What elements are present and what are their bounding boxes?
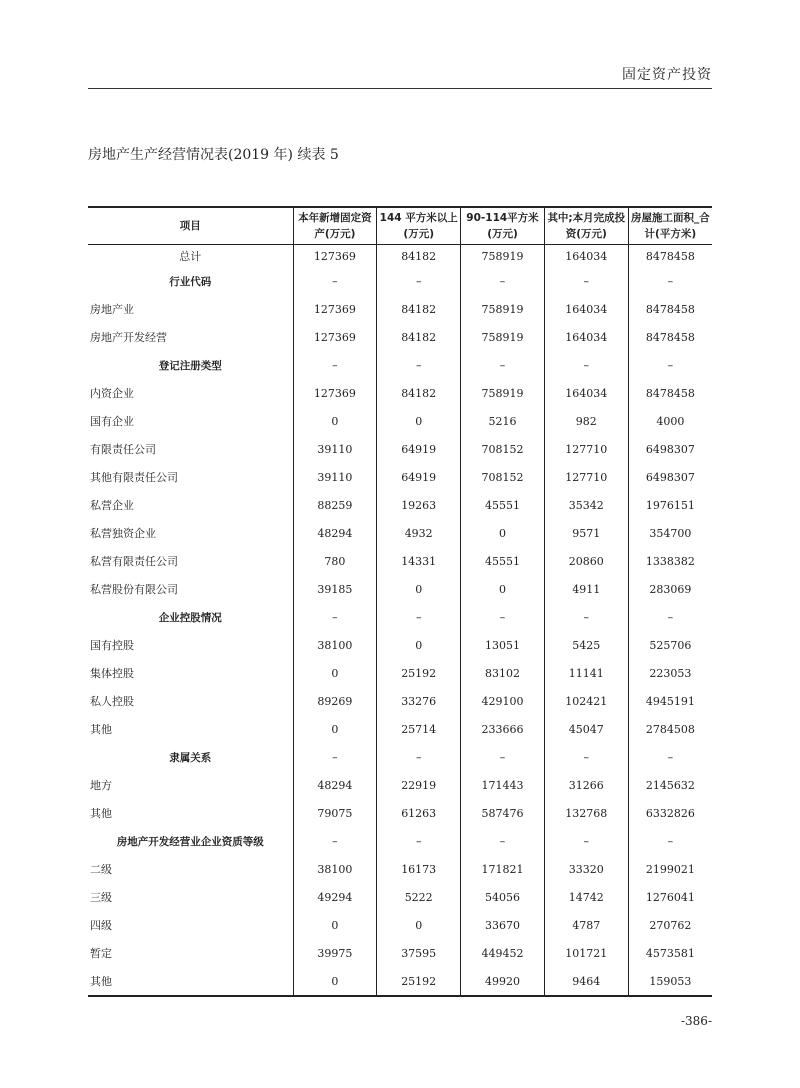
cell-value: 37595 [377, 939, 461, 967]
row-label: 隶属关系 [169, 751, 212, 764]
row-label: 房地产开发经营 [90, 331, 167, 344]
cell-value: 0 [377, 407, 461, 435]
row-label: 国有控股 [90, 639, 134, 652]
cell-value: 127369 [293, 379, 377, 407]
cell-value: 6332826 [628, 799, 712, 827]
cell-value: 5425 [544, 631, 628, 659]
table-row [88, 631, 712, 659]
cell-value: 48294 [293, 771, 377, 799]
table-row [88, 911, 712, 939]
cell-value: 49920 [461, 967, 545, 996]
cell-value: 39975 [293, 939, 377, 967]
cell-value: 1976151 [628, 491, 712, 519]
row-label: 登记注册类型 [158, 359, 222, 372]
cell-value: 84182 [377, 245, 461, 268]
cell-value: 38100 [293, 855, 377, 883]
cell-value: 39110 [293, 463, 377, 491]
row-label: 其他 [90, 807, 112, 820]
cell-value: 0 [293, 659, 377, 687]
row-label: 四级 [90, 919, 112, 932]
cell-value: 45551 [461, 547, 545, 575]
cell-value: – [628, 267, 712, 295]
total-row [88, 245, 712, 268]
header-over-144sqm: 144 平方米以上(万元) [377, 207, 461, 245]
cell-value: 31266 [544, 771, 628, 799]
cell-value: 25192 [377, 659, 461, 687]
header-construction-area: 房屋施工面积_合计(平方米) [628, 207, 712, 245]
cell-value: – [461, 743, 545, 771]
cell-value: 83102 [461, 659, 545, 687]
cell-value: 0 [461, 575, 545, 603]
cell-value: – [293, 351, 377, 379]
cell-value: 780 [293, 547, 377, 575]
cell-value: 8478458 [628, 245, 712, 268]
row-label: 国有企业 [90, 415, 134, 428]
cell-value: 20860 [544, 547, 628, 575]
cell-value: 4932 [377, 519, 461, 547]
cell-value: – [461, 603, 545, 631]
cell-value: – [461, 827, 545, 855]
cell-value: 1338382 [628, 547, 712, 575]
cell-value: 9571 [544, 519, 628, 547]
cell-value: – [628, 827, 712, 855]
cell-value: 79075 [293, 799, 377, 827]
cell-value: 0 [377, 631, 461, 659]
row-label: 集体控股 [90, 667, 134, 680]
cell-value: – [293, 603, 377, 631]
category-row [88, 743, 712, 771]
table-row [88, 883, 712, 911]
cell-value: – [461, 267, 545, 295]
cell-value: 587476 [461, 799, 545, 827]
cell-value: 708152 [461, 463, 545, 491]
cell-value: 13051 [461, 631, 545, 659]
cell-value: 354700 [628, 519, 712, 547]
cell-value: 4911 [544, 575, 628, 603]
row-label: 私营有限责任公司 [90, 555, 178, 568]
statistics-table [88, 206, 712, 997]
category-row [88, 267, 712, 295]
cell-value: 45551 [461, 491, 545, 519]
row-label: 其他 [90, 975, 112, 988]
cell-value: 4000 [628, 407, 712, 435]
cell-value: 4945191 [628, 687, 712, 715]
cell-value: 5222 [377, 883, 461, 911]
cell-value: 4573581 [628, 939, 712, 967]
cell-value: 0 [293, 407, 377, 435]
cell-value: 2199021 [628, 855, 712, 883]
cell-value: – [544, 603, 628, 631]
cell-value: 6498307 [628, 463, 712, 491]
cell-value: 982 [544, 407, 628, 435]
row-label: 二级 [90, 863, 112, 876]
cell-value: 127369 [293, 295, 377, 323]
cell-value: 84182 [377, 295, 461, 323]
cell-value: 171443 [461, 771, 545, 799]
cell-value: 127369 [293, 323, 377, 351]
cell-value: 164034 [544, 379, 628, 407]
cell-value: 758919 [461, 295, 545, 323]
cell-value: 758919 [461, 379, 545, 407]
cell-value: 127710 [544, 463, 628, 491]
cell-value: 84182 [377, 379, 461, 407]
cell-value: 25714 [377, 715, 461, 743]
cell-value: 84182 [377, 323, 461, 351]
cell-value: 283069 [628, 575, 712, 603]
cell-value: 49294 [293, 883, 377, 911]
table-row [88, 771, 712, 799]
cell-value: – [377, 603, 461, 631]
cell-value: 101721 [544, 939, 628, 967]
table-header-row [88, 207, 712, 245]
row-label: 私营企业 [90, 499, 134, 512]
table-row [88, 519, 712, 547]
cell-value: – [377, 351, 461, 379]
cell-value: – [377, 827, 461, 855]
cell-value: – [628, 743, 712, 771]
table-row [88, 547, 712, 575]
cell-value: 171821 [461, 855, 545, 883]
cell-value: 1276041 [628, 883, 712, 911]
row-label: 行业代码 [169, 275, 212, 288]
cell-value: 708152 [461, 435, 545, 463]
table-row [88, 491, 712, 519]
table-row [88, 323, 712, 351]
cell-value: 132768 [544, 799, 628, 827]
row-label: 三级 [90, 891, 112, 904]
cell-value: 164034 [544, 245, 628, 268]
cell-value: – [293, 267, 377, 295]
cell-value: 8478458 [628, 295, 712, 323]
table-row [88, 575, 712, 603]
cell-value: – [461, 351, 545, 379]
cell-value: 429100 [461, 687, 545, 715]
cell-value: 39185 [293, 575, 377, 603]
cell-value: – [544, 351, 628, 379]
cell-value: 38100 [293, 631, 377, 659]
cell-value: 4787 [544, 911, 628, 939]
cell-value: – [377, 743, 461, 771]
cell-value: 2784508 [628, 715, 712, 743]
cell-value: 33320 [544, 855, 628, 883]
row-label: 其他有限责任公司 [90, 471, 178, 484]
cell-value: 8478458 [628, 379, 712, 407]
cell-value: 164034 [544, 295, 628, 323]
page-number: -386- [680, 1014, 712, 1028]
table-row [88, 967, 712, 996]
table-row [88, 379, 712, 407]
cell-value: 0 [377, 575, 461, 603]
cell-value: 88259 [293, 491, 377, 519]
cell-value: – [628, 351, 712, 379]
cell-value: 270762 [628, 911, 712, 939]
table-row [88, 407, 712, 435]
row-label: 企业控股情况 [158, 611, 222, 624]
cell-value: 525706 [628, 631, 712, 659]
cell-value: 449452 [461, 939, 545, 967]
cell-value: – [544, 743, 628, 771]
table-row [88, 659, 712, 687]
row-label: 内资企业 [90, 387, 134, 400]
row-label: 有限责任公司 [90, 443, 156, 456]
cell-value: – [377, 267, 461, 295]
cell-value: 2145632 [628, 771, 712, 799]
table-body [88, 245, 712, 997]
cell-value: 19263 [377, 491, 461, 519]
row-label: 私营独资企业 [90, 527, 156, 540]
cell-value: 25192 [377, 967, 461, 996]
cell-value: – [544, 827, 628, 855]
table-row [88, 855, 712, 883]
row-label: 其他 [90, 723, 112, 736]
header-rule [88, 88, 712, 89]
cell-value: 35342 [544, 491, 628, 519]
table-row [88, 939, 712, 967]
cell-value: 14331 [377, 547, 461, 575]
category-row [88, 827, 712, 855]
cell-value: 0 [461, 519, 545, 547]
running-head: 固定资产投资 [622, 67, 712, 83]
cell-value: 758919 [461, 323, 545, 351]
cell-value: – [293, 827, 377, 855]
cell-value: 48294 [293, 519, 377, 547]
table-row [88, 687, 712, 715]
table-row [88, 463, 712, 491]
cell-value: 22919 [377, 771, 461, 799]
row-label: 暂定 [90, 947, 112, 960]
cell-value: 45047 [544, 715, 628, 743]
cell-value: – [628, 603, 712, 631]
cell-value: 0 [293, 911, 377, 939]
cell-value: 33670 [461, 911, 545, 939]
header-month-investment: 其中;本月完成投资(万元) [544, 207, 628, 245]
table-row [88, 435, 712, 463]
cell-value: 64919 [377, 435, 461, 463]
cell-value: 102421 [544, 687, 628, 715]
row-label: 私营股份有限公司 [90, 583, 178, 596]
category-row [88, 351, 712, 379]
row-label: 私人控股 [90, 695, 134, 708]
category-row [88, 603, 712, 631]
row-label: 总计 [179, 250, 202, 263]
cell-value: 223053 [628, 659, 712, 687]
cell-value: 164034 [544, 323, 628, 351]
header-item: 项目 [88, 207, 293, 245]
cell-value: 39110 [293, 435, 377, 463]
cell-value: 159053 [628, 967, 712, 996]
header-new-fixed-assets: 本年新增固定资产(万元) [293, 207, 377, 245]
header-90-114sqm: 90-114平方米(万元) [461, 207, 545, 245]
cell-value: – [544, 267, 628, 295]
cell-value: 61263 [377, 799, 461, 827]
cell-value: 33276 [377, 687, 461, 715]
table-row [88, 715, 712, 743]
cell-value: 0 [293, 967, 377, 996]
row-label: 地方 [90, 779, 112, 792]
table-title: 房地产生产经营情况表(2019 年) 续表 5 [88, 147, 339, 163]
cell-value: 6498307 [628, 435, 712, 463]
cell-value: 16173 [377, 855, 461, 883]
row-label: 房地产业 [90, 303, 134, 316]
cell-value: 54056 [461, 883, 545, 911]
cell-value: 9464 [544, 967, 628, 996]
row-label: 房地产开发经营业企业资质等级 [116, 835, 264, 848]
cell-value: – [293, 743, 377, 771]
cell-value: 0 [377, 911, 461, 939]
cell-value: 14742 [544, 883, 628, 911]
table-row [88, 295, 712, 323]
cell-value: 758919 [461, 245, 545, 268]
table-row [88, 799, 712, 827]
cell-value: 11141 [544, 659, 628, 687]
cell-value: 127710 [544, 435, 628, 463]
cell-value: 233666 [461, 715, 545, 743]
cell-value: 5216 [461, 407, 545, 435]
cell-value: 64919 [377, 463, 461, 491]
cell-value: 89269 [293, 687, 377, 715]
cell-value: 127369 [293, 245, 377, 268]
cell-value: 8478458 [628, 323, 712, 351]
cell-value: 0 [293, 715, 377, 743]
